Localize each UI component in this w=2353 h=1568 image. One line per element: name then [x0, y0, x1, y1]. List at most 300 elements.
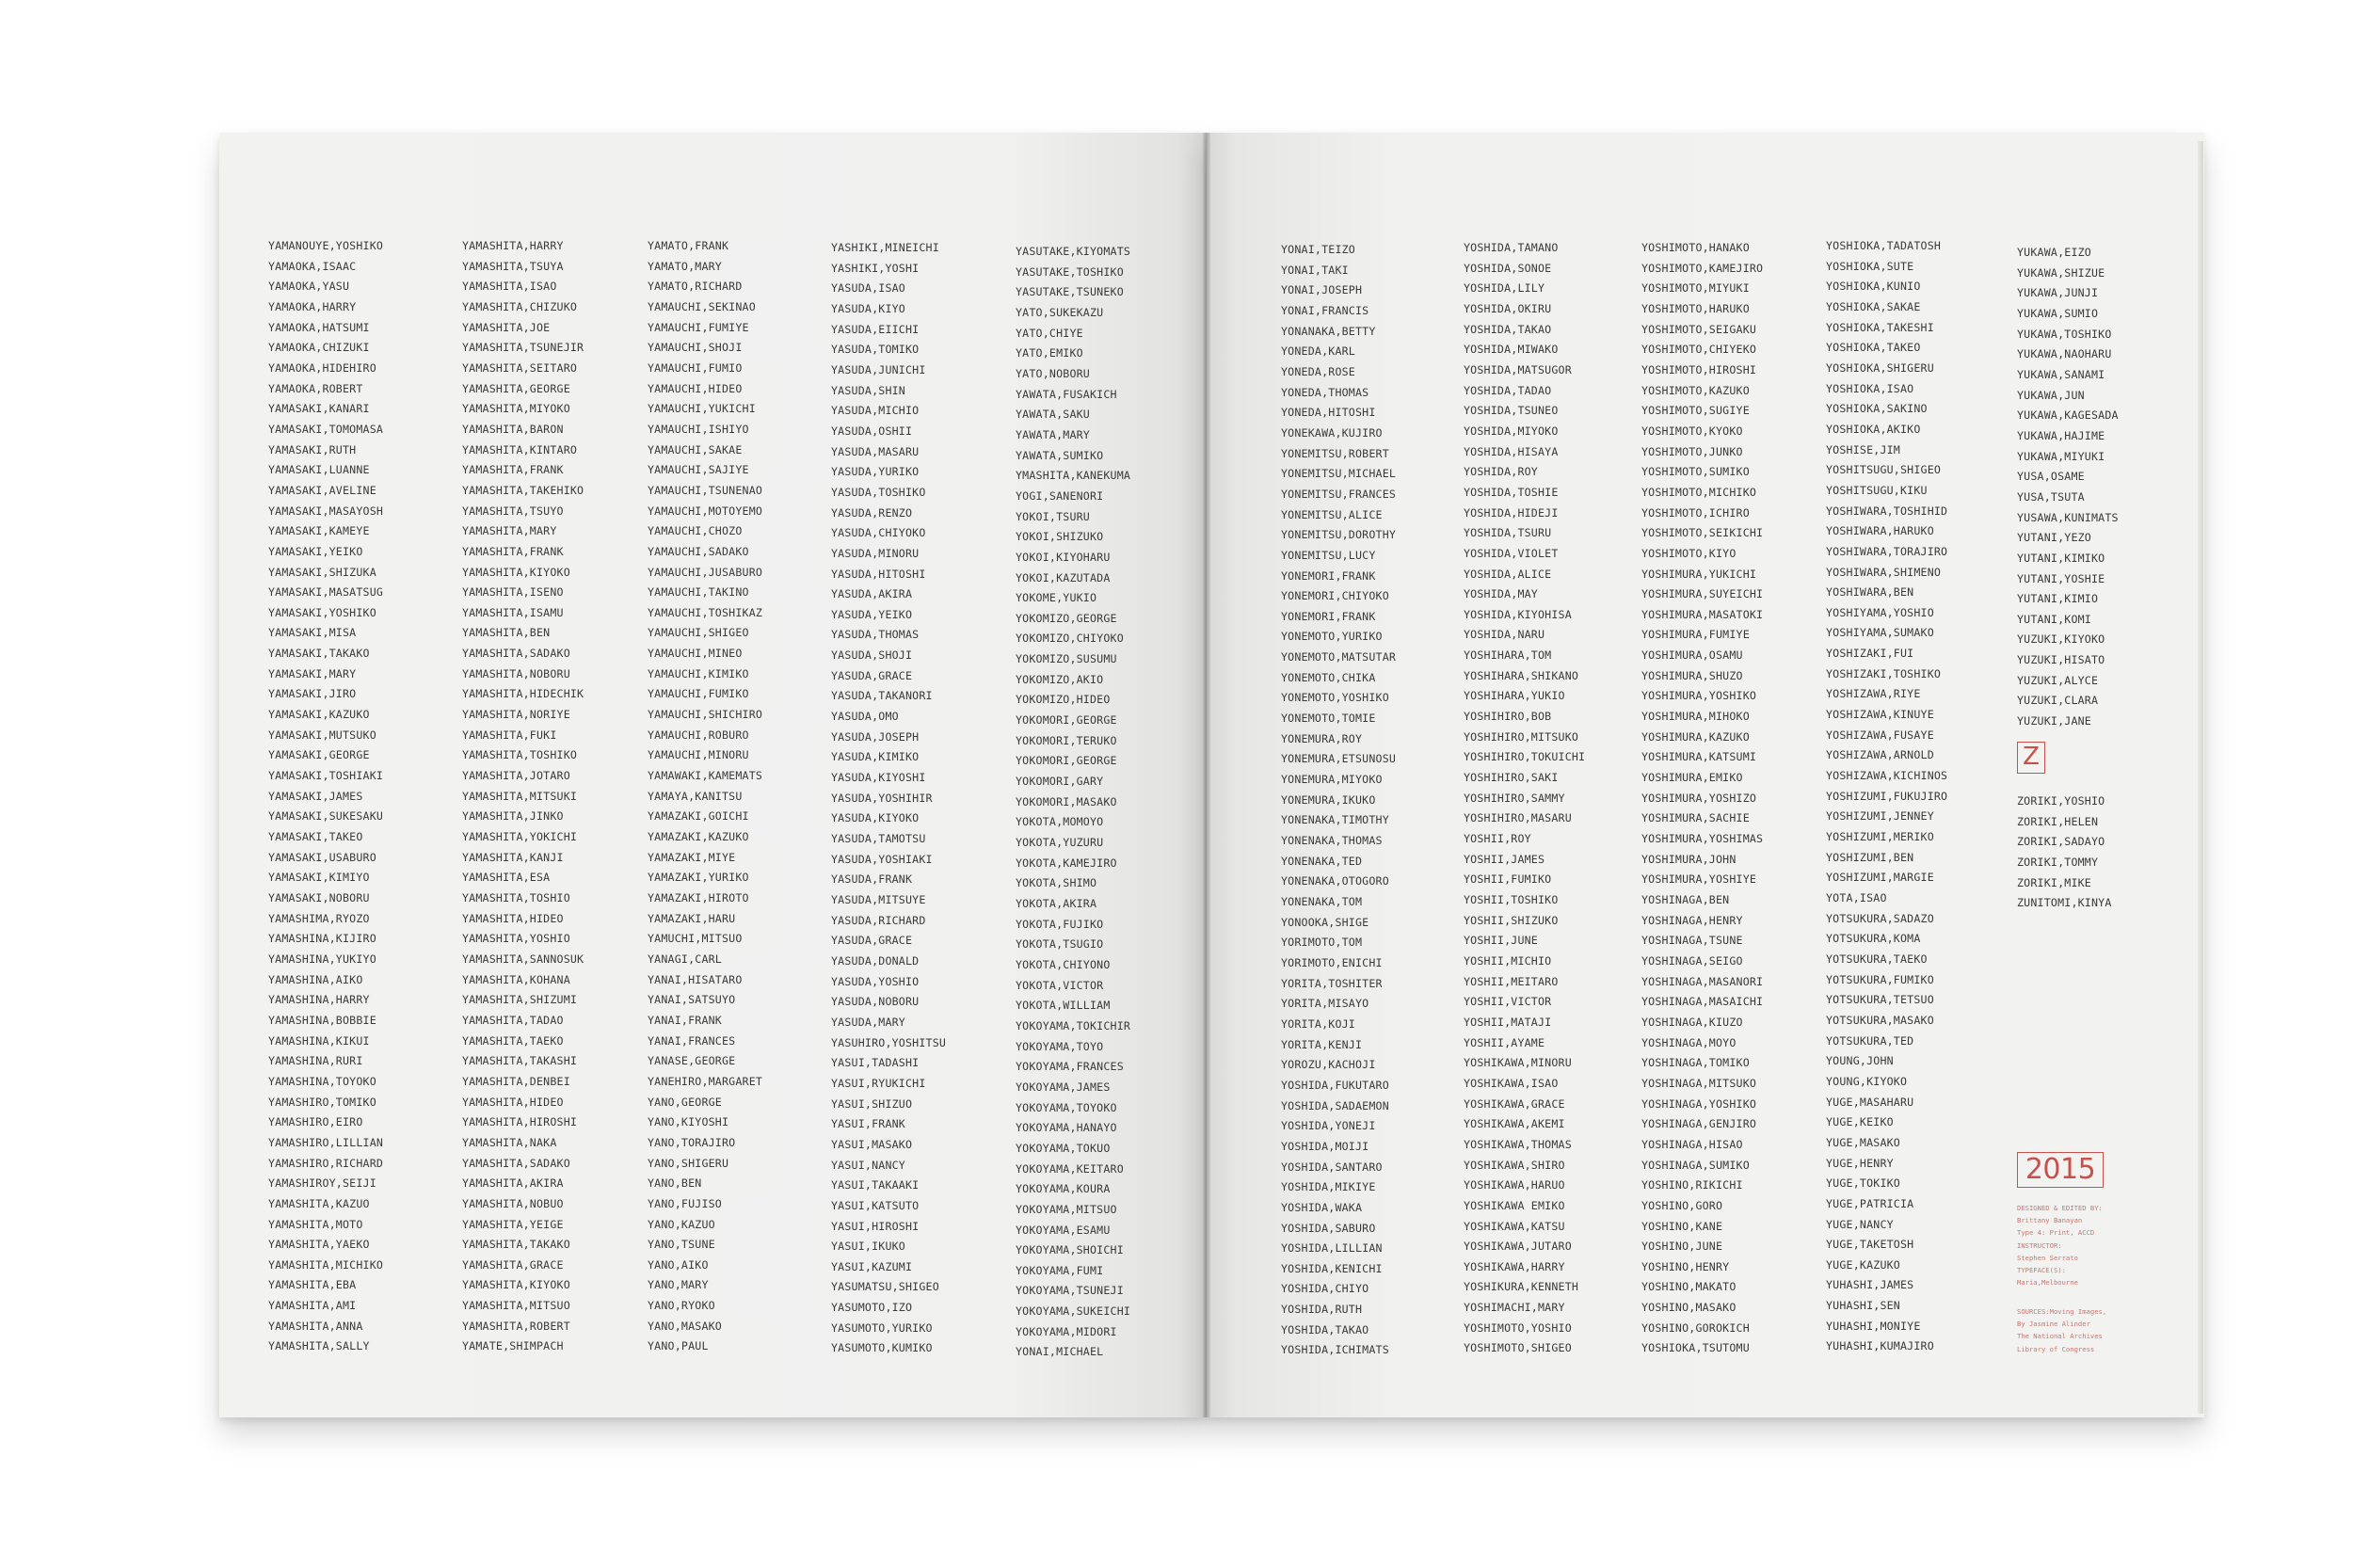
name-entry: YAMAOKA,ISAAC [268, 259, 357, 273]
name-entry: YAMASHITA,FRANK [462, 463, 564, 477]
name-entry: YAMASHITA,TOSHIO [462, 891, 570, 904]
name-entry: YOSHIMURA,YOSHIYE [1641, 872, 1757, 887]
name-entry: YOKOMORI,TERUKO [1016, 733, 1117, 747]
name-entry: YAMASHINA,YUKIYO [268, 952, 376, 966]
name-entry: YOSHINO,HENRY [1641, 1259, 1730, 1273]
name-entry: YONAI,TEIZO [1281, 243, 1355, 256]
name-entry: YASHIKI,MINEICHI [831, 241, 939, 254]
name-entry: YAMATO,FRANK [648, 239, 729, 252]
name-entry: YONEMOTO,YOSHIKO [1281, 691, 1389, 705]
name-entry: YOKOYAMA,FRANCES [1016, 1060, 1124, 1074]
name-entry: YOSHIMOTO,MICHIKO [1641, 485, 1757, 499]
name-entry: YAMASAKI,TAKEO [268, 830, 363, 844]
name-entry: YASUI,IKUKO [831, 1240, 905, 1254]
name-entry: YANO,RYOKO [648, 1299, 715, 1313]
name-entry: YOSHISE,JIM [1826, 442, 1900, 456]
name-entry: YAMASAKI,GEORGE [268, 748, 370, 762]
name-entry: YAMASHITA,YOKICHI [462, 830, 578, 844]
name-entry: YOSHIDA,ALICE [1464, 567, 1552, 581]
name-entry: YAMASHITA,JINKO [462, 809, 564, 824]
name-entry: YOSHIMOTO,KAMEJIRO [1641, 261, 1764, 275]
name-entry: YOSHIMURA,YOSHIMAS [1641, 832, 1764, 846]
name-entry: YONEMOTO,YURIKO [1281, 630, 1383, 644]
name-entry: YOSHIMOTO,ICHIRO [1641, 505, 1750, 520]
name-entry: YANAI,SATSUYO [648, 993, 736, 1007]
name-entry: YASUDA,YOSHIAKI [831, 852, 933, 866]
name-entry: YAMASHITA,ISAO [462, 280, 557, 294]
name-entry: YASUMOTO,IZO [831, 1301, 913, 1315]
name-entry: YAMASAKI,KIMIYO [268, 871, 370, 885]
name-entry: YOSHIWARA,BEN [1826, 585, 1914, 600]
name-entry: YAMASHITA,KIYOKO [462, 1278, 570, 1292]
name-entry: YONEMURA,MIYOKO [1281, 773, 1383, 787]
name-entry: YAMASHITA,TSUYA [462, 259, 564, 273]
name-entry: YOSHIDA,MIKIYE [1281, 1180, 1376, 1194]
name-entry: YUGE,TAKETOSH [1826, 1238, 1914, 1252]
name-entry: YAMAUCHI,CHOZO [648, 524, 743, 538]
name-entry: YAMAUCHI,SAKAE [648, 442, 743, 456]
name-entry: YOSHIDA,TAKAO [1464, 322, 1552, 336]
name-entry: YOSHIDA,SADAEMON [1281, 1098, 1389, 1112]
name-entry: YAMASHITA,HARRY [462, 239, 564, 252]
name-entry: YAMAZAKI,MIYE [648, 850, 736, 864]
name-entry: YONANAKA,BETTY [1281, 324, 1376, 338]
name-entry: YOSHIHIRO,SAKI [1464, 771, 1559, 785]
name-entry: YANO,PAUL [648, 1339, 709, 1353]
name-entry: YAMASHITA,TAEKO [462, 1033, 564, 1048]
name-entry: YOSHIWARA,TORAJIRO [1826, 544, 1948, 558]
name-entry: YAMASHITA,SANNOSUK [462, 952, 584, 966]
name-entry: YAMASHIRO,EIRO [268, 1115, 363, 1129]
name-entry: YAMASHINA,AIKO [268, 972, 363, 986]
name-entry: YONEDA,KARL [1281, 344, 1355, 359]
name-entry: YAMASHITA,JOTARO [462, 769, 570, 783]
name-entry: YOSHIKAWA,KATSU [1464, 1219, 1565, 1233]
name-entry: YAMASAKI,SUKESAKU [268, 809, 384, 824]
name-entry: YOSHINO,JUNE [1641, 1240, 1723, 1254]
name-entry: YOTSUKURA,TED [1826, 1033, 1914, 1048]
name-entry: YASUDA,TAMOTSU [831, 832, 926, 846]
name-entry: YANO,SHIGERU [648, 1156, 729, 1170]
name-entry: YOSHIKAWA EMIKO [1464, 1198, 1565, 1212]
name-entry: YASUI,TAKAAKI [831, 1178, 920, 1192]
name-entry: YAMASHITA,NORIYE [462, 708, 570, 722]
name-entry: YOSHIZAWA,KINUYE [1826, 708, 1934, 722]
name-entry: YOSHIKAWA,GRACE [1464, 1096, 1565, 1111]
name-entry: YOSHIKAWA,SHIRO [1464, 1158, 1565, 1172]
name-entry: YAMASHITA,BARON [462, 422, 564, 436]
name-entry: YAMASAKI,YOSHIKO [268, 605, 376, 619]
name-entry: YOSHIZUMI,MARGIE [1826, 871, 1934, 885]
name-entry: YOSHII,FUMIKO [1464, 872, 1552, 887]
name-entry: YOSHIKAWA,AKEMI [1464, 1117, 1565, 1131]
name-entry: YOSHIMURA,KAZUKO [1641, 729, 1750, 744]
name-entry: YANO,KIYOSHI [648, 1115, 729, 1129]
name-entry: YAMASHITA,HIDEO [462, 1095, 564, 1109]
name-entry: YUKAWA,KAGESADA [2017, 408, 2119, 423]
name-entry: YONEMOTO,TOMIE [1281, 712, 1376, 726]
name-entry: YAMASHITA,NOBUO [462, 1196, 564, 1210]
name-entry: YAMASHITA,MITSUO [462, 1299, 570, 1313]
name-entry: YOSHIKAWA,HARUO [1464, 1178, 1565, 1192]
name-entry: YAMASHITA,EBA [268, 1278, 357, 1292]
name-entry: YOKOI,TSURU [1016, 509, 1090, 523]
name-entry: YAMASAKI,JAMES [268, 789, 363, 803]
name-entry: YOKOMIZO,GEORGE [1016, 611, 1117, 625]
name-entry: YONAI,FRANCIS [1281, 303, 1369, 317]
name-entry: YASUTAKE,TSUNEKO [1016, 285, 1124, 299]
name-entry: YONEMURA,ETSUNOSU [1281, 752, 1397, 766]
name-entry: YOKOMIZO,SUSUMU [1016, 652, 1117, 666]
credit-line: TYPEFACE(S): [2017, 1266, 2066, 1275]
name-entry: YAMAUCHI,TAKINO [648, 585, 749, 600]
name-entry: YOSHIDA,TSURU [1464, 526, 1552, 540]
name-entry: YONOOKA,SHIGE [1281, 915, 1369, 929]
name-entry: YOUNG,KIYOKO [1826, 1074, 1908, 1088]
credit-line: INSTRUCTOR: [2017, 1240, 2062, 1250]
name-entry: YATO,EMIKO [1016, 346, 1083, 360]
name-entry: YOSHINO,MASAKO [1641, 1301, 1737, 1315]
name-entry: YOKOYAMA,TSUNEJI [1016, 1284, 1124, 1298]
name-entry: YOSHIOKA,SAKAE [1826, 299, 1921, 313]
name-entry: YAMASAKI,LUANNE [268, 463, 370, 477]
name-entry: YOSHITSUGU,KIKU [1826, 483, 1928, 497]
name-entry: YOKOYAMA,KOURA [1016, 1182, 1111, 1196]
name-entry: ZORIKI,SADAYO [2017, 835, 2105, 849]
name-entry: YAMAUCHI,ISHIYO [648, 422, 749, 436]
name-entry: YOSHIDA,ROY [1464, 465, 1538, 479]
name-entry: YAMASHITA,MIYOKO [462, 402, 570, 416]
name-entry: ZORIKI,TOMMY [2017, 855, 2099, 869]
name-entry: YUGE,KAZUKO [1826, 1257, 1900, 1272]
name-entry: YUTANI,KIMIO [2017, 592, 2099, 606]
name-entry: YANO,TSUNE [648, 1238, 715, 1252]
name-entry: YOSHIHARA,SHIKANO [1464, 668, 1579, 682]
credit-line: The National Archives [2017, 1332, 2103, 1341]
name-entry: YAWATA,SAKU [1016, 408, 1090, 422]
name-entry: YOSHIMOTO,SHIGEO [1464, 1341, 1572, 1355]
name-entry: YASUDA,TOSHIKO [831, 485, 926, 499]
name-column-10-y [2017, 243, 2119, 732]
name-entry: ZORIKI,YOSHIO [2017, 794, 2105, 808]
name-entry: YAMASHITA,GRACE [462, 1257, 564, 1272]
name-entry: YUGE,NANCY [1826, 1217, 1894, 1231]
name-entry: YAMASAKI,TOSHIAKI [268, 769, 384, 783]
name-entry: YAMASHIRO,RICHARD [268, 1156, 384, 1170]
name-entry: YAMANOUYE,YOSHIKO [268, 239, 384, 252]
name-entry: YOSHIMOTO,CHIYEKO [1641, 343, 1757, 357]
name-entry: YOSHIMOTO,JUNKO [1641, 444, 1743, 458]
name-entry: YORITA,MISAYO [1281, 997, 1369, 1011]
name-entry: YOKOMIZO,CHIYOKO [1016, 632, 1124, 646]
page-edge [2198, 141, 2203, 1414]
name-entry: YOSHIDA,LILY [1464, 281, 1545, 296]
name-entry: YAMASHITA,GEORGE [462, 381, 570, 395]
name-entry: YOSHIMURA,OSAMU [1641, 648, 1743, 663]
name-entry: YUHASHI,MONIYE [1826, 1319, 1921, 1333]
name-entry: YAMAOKA,HARRY [268, 299, 357, 313]
name-entry: YOSHIMURA,MIHOKO [1641, 710, 1750, 724]
name-entry: YOSHINAGA,MASANORI [1641, 974, 1764, 988]
name-entry: YAMASHITA,SADAKO [462, 1156, 570, 1170]
name-entry: YOSHIHIRO,MITSUKO [1464, 729, 1579, 744]
name-entry: YASUMOTO,YURIKO [831, 1320, 933, 1335]
name-entry: YASUDA,EIICHI [831, 322, 920, 336]
name-entry: YASUDA,MITSUYE [831, 893, 926, 906]
sources-block [2017, 1305, 2106, 1355]
section-letter: Z [2017, 742, 2045, 774]
name-entry: YONEMITSU,LUCY [1281, 548, 1376, 562]
name-entry: YOSHIDA,ICHIMATS [1281, 1343, 1389, 1357]
name-entry: YOSHIMOTO,SUGIYE [1641, 404, 1750, 418]
credit-line: Library of Congress [2017, 1344, 2095, 1353]
name-entry: YASHIKI,YOSHI [831, 261, 920, 275]
name-entry: YAMASHITA,TAKAKO [462, 1238, 570, 1252]
name-entry: YASUTAKE,TOSHIKO [1016, 264, 1124, 279]
name-entry: YASUDA,SHOJI [831, 648, 913, 663]
name-entry: YUTANI,KOMI [2017, 612, 2091, 626]
name-entry: YOSHII,MATAJI [1464, 1015, 1552, 1029]
name-entry: YOSHITSUGU,SHIGEO [1826, 463, 1942, 477]
credit-line: Maria,Melbourne [2017, 1278, 2078, 1288]
credit-line: By Jasmine Alinder [2017, 1320, 2090, 1329]
name-entry: YAMATE,SHIMPACH [462, 1339, 564, 1353]
name-entry: YOSHIMURA,MASATOKI [1641, 607, 1764, 621]
name-entry: YASUDA,GRACE [831, 668, 913, 682]
name-entry: YOSHINAGA,HENRY [1641, 913, 1743, 927]
name-entry: YAMAZAKI,YURIKO [648, 871, 749, 885]
name-entry: YOKOYAMA,TOKICHIR [1016, 1018, 1131, 1032]
name-entry: YAMASHINA,BOBBIE [268, 1013, 376, 1027]
name-entry: YAMAUCHI,TOSHIKAZ [648, 605, 763, 619]
name-entry: YOSHIZUMI,JENNEY [1826, 809, 1934, 824]
name-entry: YOSHIDA,TAMANO [1464, 241, 1559, 254]
name-entry: YOSHINO,MAKATO [1641, 1280, 1737, 1294]
name-entry: YOTA,ISAO [1826, 891, 1887, 904]
name-entry: YONEMITSU,ALICE [1281, 507, 1383, 521]
name-entry: YASUDA,YURIKO [831, 465, 920, 479]
name-entry: YASUDA,KIMIKO [831, 750, 920, 764]
credit-line: DESIGNED & EDITED BY: [2017, 1204, 2103, 1212]
name-entry: YAMAUCHI,YUKICHI [648, 402, 756, 416]
name-entry: YOSHIHARA,YUKIO [1464, 689, 1565, 703]
name-entry: YASUDA,OMO [831, 710, 899, 724]
name-entry: YAMASHITA,AMI [268, 1299, 357, 1313]
name-column-8 [1641, 238, 1763, 1359]
name-entry: YAMAZAKI,HIROTO [648, 891, 749, 904]
name-entry: YOSHII,MICHIO [1464, 953, 1552, 968]
name-entry: YUZUKI,JANE [2017, 714, 2091, 728]
name-entry: YAMASHITA,JOE [462, 320, 551, 334]
name-entry: YAMASAKI,KAMEYE [268, 524, 370, 538]
name-entry: YUKAWA,TOSHIKO [2017, 327, 2112, 341]
name-entry: YAMASHITA,ESA [462, 871, 551, 885]
name-entry: YASUDA,YOSHIO [831, 974, 920, 988]
name-entry: YONENAKA,TIMOTHY [1281, 813, 1389, 827]
name-entry: YAMASAKI,MISA [268, 626, 357, 640]
name-entry: YAMAUCHI,ROBURO [648, 728, 749, 742]
name-entry: YOSHIMURA,YOSHIKO [1641, 689, 1757, 703]
name-entry: YAMASHITA,TADAO [462, 1013, 564, 1027]
name-entry: YOSHIZAKI,TOSHIKO [1826, 666, 1942, 680]
name-entry: YOSHIKAWA,ISAO [1464, 1076, 1559, 1090]
name-entry: YAMASHITA,KIYOKO [462, 565, 570, 579]
name-entry: YOKOTA,AKIRA [1016, 897, 1097, 910]
name-entry: YOSHIWARA,HARUKO [1826, 524, 1934, 538]
name-entry: YANAI,HISATARO [648, 972, 743, 986]
name-entry: YOSHIDA,MATSUGOR [1464, 362, 1572, 376]
name-entry: YANASE,GEORGE [648, 1054, 736, 1068]
name-entry: YOSHIOKA,TAKEO [1826, 341, 1921, 355]
name-entry: YASUDA,MASARU [831, 444, 920, 458]
name-entry: YOSHIDA,TOSHIE [1464, 485, 1559, 499]
name-entry: YASUDA,OSHII [831, 424, 913, 438]
name-entry: YUGE,KEIKO [1826, 1115, 1894, 1129]
name-entry: YAMASHITA,HIDECHIK [462, 687, 584, 701]
name-entry: YAMASAKI,MASATSUG [268, 585, 384, 600]
name-entry: YASUDA,MARY [831, 1015, 905, 1029]
name-entry: YOKOTA,WILLIAM [1016, 999, 1111, 1013]
name-entry: YASUDA,TOMIKO [831, 343, 920, 357]
name-entry: YUKAWA,JUNJI [2017, 286, 2099, 300]
name-entry: YOKOYAMA,MITSUO [1016, 1202, 1117, 1216]
name-entry: YANEHIRO,MARGARET [648, 1074, 763, 1088]
name-entry: YOSHINO,RIKICHI [1641, 1178, 1743, 1192]
name-entry: YONEMORI,FRANK [1281, 609, 1376, 623]
name-entry: YOSHIMOTO,HIROSHI [1641, 362, 1757, 376]
name-entry: YOSHIOKA,KUNIO [1826, 280, 1921, 294]
name-entry: YOSHINAGA,MITSUKO [1641, 1076, 1757, 1090]
name-entry: YORITA,KENJI [1281, 1037, 1363, 1051]
name-entry: YAMAZAKI,HARU [648, 911, 736, 925]
name-entry: YONEMURA,ROY [1281, 731, 1363, 745]
name-entry: YASUDA,KIYOKO [831, 811, 920, 825]
name-entry: YOSHINAGA,YOSHIKO [1641, 1096, 1757, 1111]
name-entry: YOSHINAGA,GENJIRO [1641, 1117, 1757, 1131]
name-entry: YAMASHIMA,RYOZO [268, 911, 370, 925]
name-entry: YORIMOTO,TOM [1281, 936, 1363, 950]
name-entry: YOSHIKAWA,HARRY [1464, 1259, 1565, 1273]
name-entry: YOKOME,YUKIO [1016, 591, 1097, 605]
name-column-10-z [2017, 792, 2112, 914]
name-entry: YOSHIZAWA,ARNOLD [1826, 748, 1934, 762]
name-entry: YUKAWA,HAJIME [2017, 428, 2105, 442]
name-entry: YAMASHITA,HIROSHI [462, 1115, 578, 1129]
name-entry: YASUI,SHIZUO [831, 1096, 913, 1111]
name-entry: YOKOTA,SHIMO [1016, 876, 1097, 890]
name-entry: YOSHIMOTO,HARUKO [1641, 301, 1750, 315]
name-entry: YAMAUCHI,SEKINAO [648, 299, 756, 313]
name-entry: YAMAOKA,HIDEHIRO [268, 360, 376, 375]
name-entry: ZUNITOMI,KINYA [2017, 896, 2112, 910]
name-entry: YONENAKA,TED [1281, 854, 1363, 868]
name-entry: YAMAUCHI,SHOJI [648, 341, 743, 355]
name-entry: YASUI,RYUKICHI [831, 1076, 926, 1090]
name-entry: YOSHIMOTO,YOSHIO [1464, 1320, 1572, 1335]
name-entry: YANO,AIKO [648, 1257, 709, 1272]
name-entry: YAMASHITA,YOSHIO [462, 932, 570, 946]
name-entry: YOSHIDA,HIDEJI [1464, 505, 1559, 520]
name-entry: YONEMITSU,ROBERT [1281, 446, 1389, 460]
name-entry: YAMASAKI,KAZUKO [268, 708, 370, 722]
name-entry: YAMASHITA,TSUYO [462, 504, 564, 518]
name-entry: YOKOMIZO,HIDEO [1016, 693, 1111, 707]
name-entry: YOKOYAMA,TOKUO [1016, 1141, 1111, 1155]
name-entry: YOSHIKAWA,MINORU [1464, 1056, 1572, 1070]
name-entry: YASUDA,YEIKO [831, 607, 913, 621]
name-entry: YAMAUCHI,FUMIKO [648, 687, 749, 701]
name-entry: YOSHIMOTO,KAZUKO [1641, 383, 1750, 397]
name-entry: YAMASHITA,TAKEHIKO [462, 483, 584, 497]
name-entry: YASUI,KAZUMI [831, 1259, 913, 1273]
name-entry: YONEMURA,IKUKO [1281, 792, 1376, 807]
name-entry: YOSHINAGA,TSUNE [1641, 934, 1743, 948]
name-entry: YOKOTA,MOMOYO [1016, 815, 1104, 829]
name-entry: YANO,GEORGE [648, 1095, 722, 1109]
name-entry: YAMASHINA,HARRY [268, 993, 370, 1007]
name-entry: YOSHIDA,MIWAKO [1464, 343, 1559, 357]
name-entry: YOSHIDA,NARU [1464, 628, 1545, 642]
name-entry: YOSHIMOTO,SUMIKO [1641, 465, 1750, 479]
name-entry: YOKOYAMA,FUMI [1016, 1263, 1104, 1277]
name-entry: YOKOYAMA,KEITARO [1016, 1161, 1124, 1176]
name-entry: YAMASAKI,AVELINE [268, 483, 376, 497]
name-entry: YAMASHITA,KINTARO [462, 442, 578, 456]
name-entry: YONAI,TAKI [1281, 263, 1349, 277]
name-entry: YOSHIMURA,JOHN [1641, 852, 1737, 866]
name-entry: YASUI,HIROSHI [831, 1219, 920, 1233]
name-entry: YASUDA,GRACE [831, 934, 913, 948]
name-entry: YONEMITSU,DOROTHY [1281, 528, 1397, 542]
name-column-5 [1016, 242, 1130, 1363]
name-entry: YOSHIOKA,TAKESHI [1826, 320, 1934, 334]
name-entry: YONEMORI,CHIYOKO [1281, 589, 1389, 603]
name-entry: YASUDA,YOSHIHIR [831, 791, 933, 805]
name-entry: YAMAOKA,YASU [268, 280, 350, 294]
name-entry: YAMASHITA,MARY [462, 524, 557, 538]
name-entry: YORIMOTO,ENICHI [1281, 955, 1383, 969]
name-entry: YUGE,MASAKO [1826, 1135, 1900, 1149]
name-entry: YOSHINAGA,BEN [1641, 893, 1730, 906]
name-entry: YOSHINAGA,TOMIKO [1641, 1056, 1750, 1070]
name-entry: YUGE,MASAHARU [1826, 1095, 1914, 1109]
name-entry: YAMAUCHI,TSUNENAO [648, 483, 763, 497]
name-entry: YAMAZAKI,GOICHI [648, 809, 749, 824]
name-entry: YOKOTA,TSUGIO [1016, 937, 1104, 952]
credit-line: Stephen Serrato [2017, 1253, 2078, 1262]
name-entry: YANO,MASAKO [648, 1319, 722, 1333]
name-entry: YAMASAKI,TAKAKO [268, 647, 370, 661]
name-entry: YAMATO,MARY [648, 259, 722, 273]
name-entry: YOSHIOKA,SHIGERU [1826, 360, 1934, 375]
name-entry: YOSHINO,GORO [1641, 1198, 1723, 1212]
name-entry: YAMASHITA,FUKI [462, 728, 557, 742]
name-entry: YOSHII,MEITARO [1464, 974, 1559, 988]
name-entry: YAMAUCHI,MOTOYEMO [648, 504, 763, 518]
name-entry: YAMASHITA,AKIRA [462, 1176, 564, 1191]
name-entry: YOSHII,AYAME [1464, 1035, 1545, 1049]
name-entry: YAMASHIRO,TOMIKO [268, 1095, 376, 1109]
name-entry: YASUDA,HITOSHI [831, 567, 926, 581]
name-entry: YAMASHITA,SHIZUMI [462, 993, 578, 1007]
name-entry: YONENAKA,OTOGORO [1281, 874, 1389, 888]
name-entry: YASUI,KATSUTO [831, 1198, 920, 1212]
name-entry: YAMASHITA,DENBEI [462, 1074, 570, 1088]
name-entry: YOSHIMURA,EMIKO [1641, 771, 1743, 785]
name-entry: YONEDA,THOMAS [1281, 385, 1369, 399]
name-entry: YOKOTA,FUJIKO [1016, 917, 1104, 931]
name-entry: YOSHIZUMI,BEN [1826, 850, 1914, 864]
